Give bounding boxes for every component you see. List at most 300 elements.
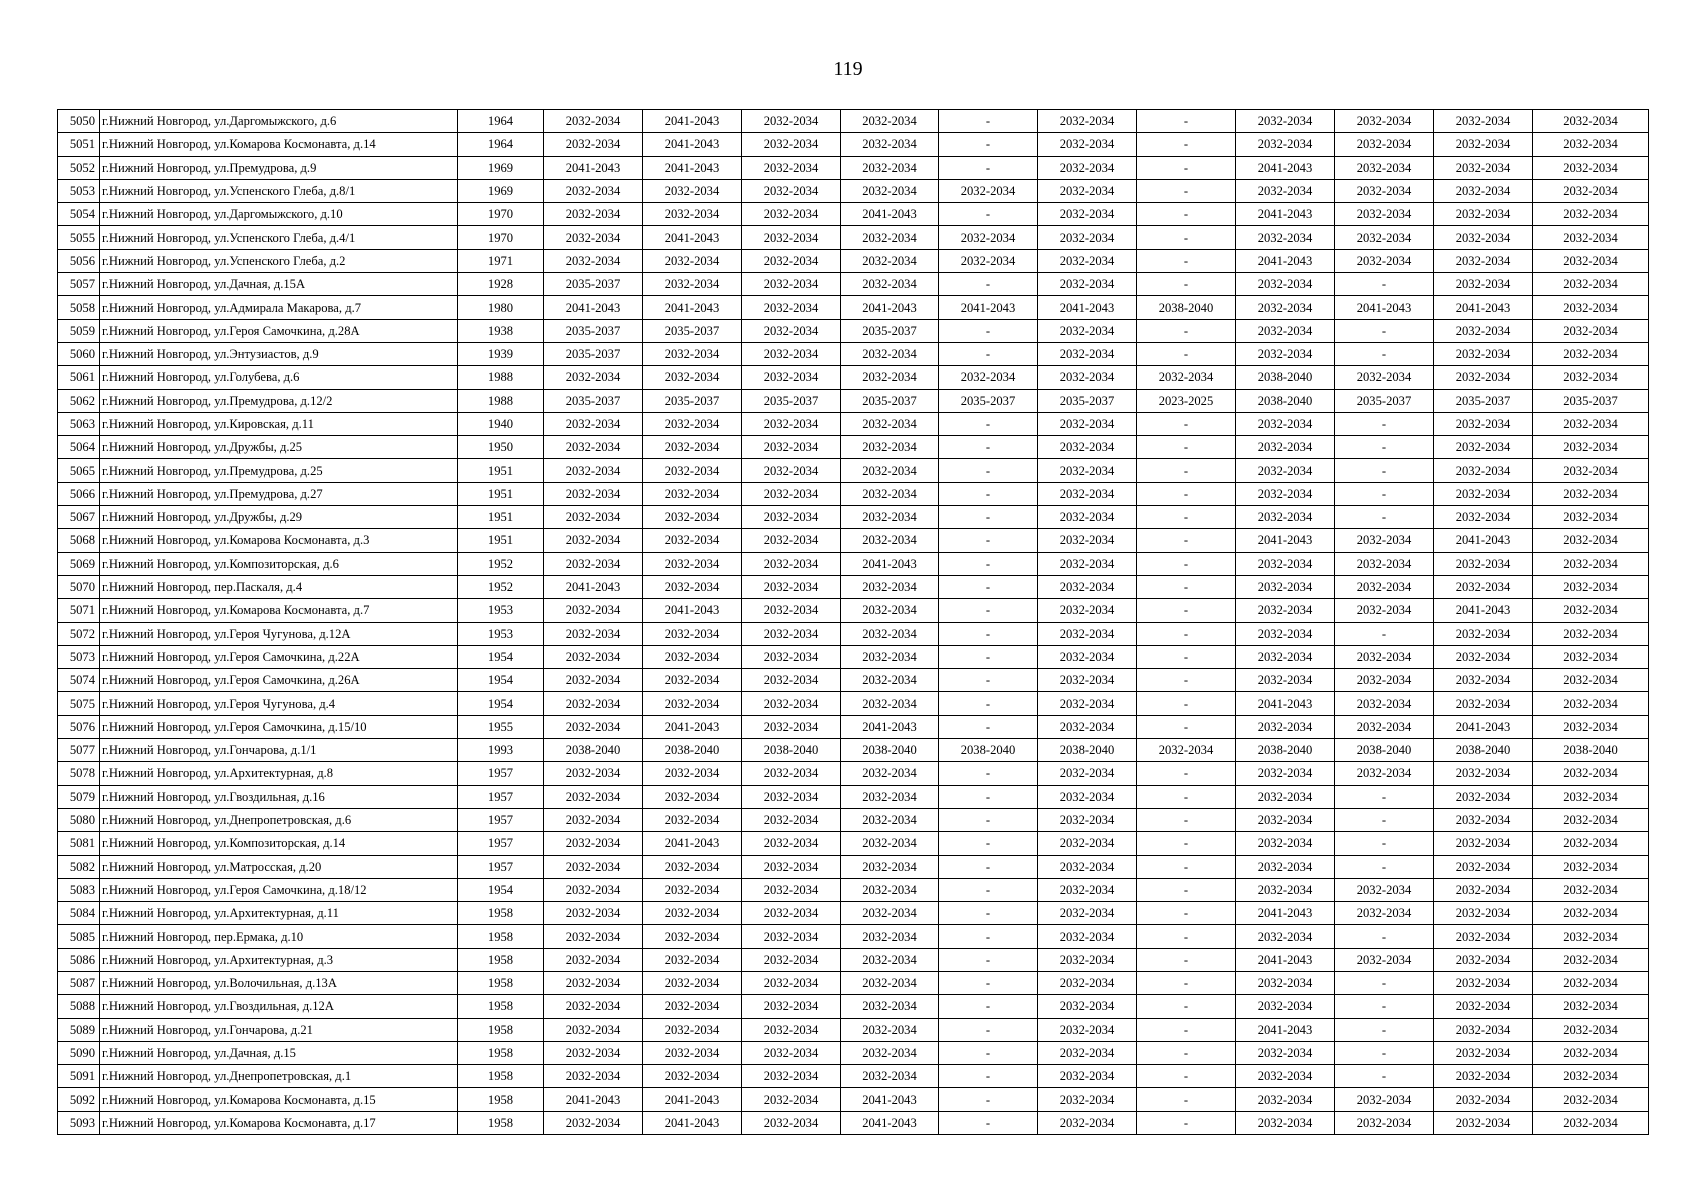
period-cell: 2032-2034 <box>841 785 939 808</box>
period-cell: 2032-2034 <box>742 599 841 622</box>
period-cell: 2041-2043 <box>841 296 939 319</box>
period-cell: 2032-2034 <box>742 249 841 272</box>
period-cell: - <box>1335 855 1434 878</box>
period-cell: - <box>1137 948 1236 971</box>
period-cell: 2032-2034 <box>544 179 643 202</box>
period-cell: 2041-2043 <box>1236 902 1335 925</box>
period-cell: 2032-2034 <box>643 808 742 831</box>
period-cell: - <box>1137 156 1236 179</box>
table-row <box>58 995 1649 1018</box>
period-cell: 2041-2043 <box>1236 948 1335 971</box>
period-cell: 2035-2037 <box>1038 389 1137 412</box>
table-row <box>58 110 1649 133</box>
period-cell: 2032-2034 <box>841 622 939 645</box>
table-row <box>58 1018 1649 1041</box>
year-cell: 1952 <box>458 575 544 598</box>
period-cell: 2032-2034 <box>544 436 643 459</box>
period-cell: 2032-2034 <box>1533 1065 1649 1088</box>
period-cell: 2032-2034 <box>1434 273 1533 296</box>
period-cell: 2032-2034 <box>841 995 939 1018</box>
table-row <box>58 925 1649 948</box>
table-row <box>58 1088 1649 1111</box>
period-cell: 2032-2034 <box>544 1065 643 1088</box>
year-cell: 1940 <box>458 412 544 435</box>
table-row <box>58 948 1649 971</box>
period-cell: 2032-2034 <box>1533 785 1649 808</box>
period-cell: 2041-2043 <box>1038 296 1137 319</box>
period-cell: 2032-2034 <box>1533 506 1649 529</box>
period-cell: - <box>1137 552 1236 575</box>
period-cell: 2041-2043 <box>643 599 742 622</box>
period-cell: 2032-2034 <box>742 808 841 831</box>
period-cell: 2032-2034 <box>742 110 841 133</box>
row-number-cell: 5074 <box>58 669 100 692</box>
year-cell: 1957 <box>458 785 544 808</box>
table-row <box>58 622 1649 645</box>
period-cell: - <box>939 785 1038 808</box>
period-cell: 2032-2034 <box>742 971 841 994</box>
period-cell: 2032-2034 <box>1038 645 1137 668</box>
period-cell: 2032-2034 <box>643 902 742 925</box>
period-cell: - <box>1137 995 1236 1018</box>
period-cell: - <box>1137 1041 1236 1064</box>
period-cell: 2038-2040 <box>742 739 841 762</box>
year-cell: 1955 <box>458 715 544 738</box>
period-cell: 2032-2034 <box>544 203 643 226</box>
address-cell: г.Нижний Новгород, ул.Героя Самочкина, д.28А <box>100 319 458 342</box>
period-cell: - <box>1137 785 1236 808</box>
period-cell: 2032-2034 <box>1236 599 1335 622</box>
row-number-cell: 5076 <box>58 715 100 738</box>
period-cell: 2032-2034 <box>742 1088 841 1111</box>
row-number-cell: 5055 <box>58 226 100 249</box>
period-cell: 2032-2034 <box>544 459 643 482</box>
row-number-cell: 5050 <box>58 110 100 133</box>
period-cell: 2041-2043 <box>841 1088 939 1111</box>
period-cell: 2032-2034 <box>1533 319 1649 342</box>
period-cell: 2032-2034 <box>939 226 1038 249</box>
period-cell: 2032-2034 <box>1038 878 1137 901</box>
period-cell: 2032-2034 <box>742 669 841 692</box>
period-cell: 2032-2034 <box>742 482 841 505</box>
period-cell: - <box>939 832 1038 855</box>
year-cell: 1954 <box>458 645 544 668</box>
period-cell: 2041-2043 <box>544 575 643 598</box>
period-cell: 2041-2043 <box>1236 529 1335 552</box>
period-cell: 2032-2034 <box>1236 179 1335 202</box>
period-cell: 2032-2034 <box>1236 878 1335 901</box>
period-cell: 2032-2034 <box>841 156 939 179</box>
period-cell: 2032-2034 <box>742 785 841 808</box>
period-cell: 2032-2034 <box>1434 808 1533 831</box>
period-cell: - <box>1137 622 1236 645</box>
period-cell: 2032-2034 <box>841 971 939 994</box>
period-cell: 2032-2034 <box>1335 599 1434 622</box>
period-cell: 2032-2034 <box>1038 902 1137 925</box>
period-cell: 2032-2034 <box>841 692 939 715</box>
address-cell: г.Нижний Новгород, ул.Успенского Глеба, д.4/1 <box>100 226 458 249</box>
period-cell: 2032-2034 <box>1236 715 1335 738</box>
period-cell: - <box>939 506 1038 529</box>
period-cell: - <box>939 995 1038 1018</box>
period-cell: 2032-2034 <box>742 552 841 575</box>
period-cell: 2041-2043 <box>1236 156 1335 179</box>
period-cell: 2041-2043 <box>1335 296 1434 319</box>
period-cell: 2032-2034 <box>841 902 939 925</box>
table-row <box>58 692 1649 715</box>
address-cell: г.Нижний Новгород, пер.Ермака, д.10 <box>100 925 458 948</box>
period-cell: 2032-2034 <box>1434 575 1533 598</box>
period-cell: 2032-2034 <box>742 948 841 971</box>
period-cell: 2032-2034 <box>742 366 841 389</box>
period-cell: 2032-2034 <box>742 855 841 878</box>
page-number: 119 <box>833 58 863 80</box>
period-cell: - <box>1137 762 1236 785</box>
period-cell: 2041-2043 <box>1434 529 1533 552</box>
period-cell: 2032-2034 <box>841 110 939 133</box>
period-cell: - <box>1137 459 1236 482</box>
period-cell: 2032-2034 <box>1038 808 1137 831</box>
period-cell: 2032-2034 <box>1038 669 1137 692</box>
period-cell: 2032-2034 <box>742 436 841 459</box>
period-cell: 2032-2034 <box>1038 692 1137 715</box>
period-cell: - <box>1137 855 1236 878</box>
period-cell: 2032-2034 <box>742 762 841 785</box>
period-cell: 2032-2034 <box>544 715 643 738</box>
period-cell: 2041-2043 <box>939 296 1038 319</box>
period-cell: 2032-2034 <box>1236 133 1335 156</box>
table-row <box>58 296 1649 319</box>
table-row <box>58 902 1649 925</box>
period-cell: - <box>1137 1111 1236 1134</box>
table-row <box>58 506 1649 529</box>
year-cell: 1988 <box>458 366 544 389</box>
period-cell: 2032-2034 <box>544 529 643 552</box>
period-cell: 2032-2034 <box>841 1065 939 1088</box>
period-cell: 2032-2034 <box>643 552 742 575</box>
period-cell: - <box>939 412 1038 435</box>
period-cell: 2032-2034 <box>1335 203 1434 226</box>
address-cell: г.Нижний Новгород, ул.Архитектурная, д.8 <box>100 762 458 785</box>
period-cell: 2032-2034 <box>1434 925 1533 948</box>
period-cell: 2032-2034 <box>841 762 939 785</box>
period-cell: 2032-2034 <box>1038 529 1137 552</box>
period-cell: 2032-2034 <box>1434 133 1533 156</box>
period-cell: - <box>939 808 1038 831</box>
period-cell: - <box>1137 412 1236 435</box>
address-cell: г.Нижний Новгород, ул.Дачная, д.15 <box>100 1041 458 1064</box>
row-number-cell: 5067 <box>58 506 100 529</box>
period-cell: 2032-2034 <box>544 762 643 785</box>
period-cell: 2041-2043 <box>1236 249 1335 272</box>
period-cell: - <box>939 482 1038 505</box>
row-number-cell: 5075 <box>58 692 100 715</box>
period-cell: 2032-2034 <box>1434 319 1533 342</box>
period-cell: 2023-2025 <box>1137 389 1236 412</box>
period-cell: 2032-2034 <box>1137 739 1236 762</box>
period-cell: 2032-2034 <box>1236 552 1335 575</box>
period-cell: 2032-2034 <box>1038 412 1137 435</box>
period-cell: 2032-2034 <box>1533 575 1649 598</box>
row-number-cell: 5073 <box>58 645 100 668</box>
period-cell: 2032-2034 <box>1335 645 1434 668</box>
period-cell: 2032-2034 <box>1533 459 1649 482</box>
period-cell: - <box>1335 412 1434 435</box>
address-cell: г.Нижний Новгород, ул.Героя Чугунова, д.4 <box>100 692 458 715</box>
year-cell: 1969 <box>458 156 544 179</box>
year-cell: 1970 <box>458 226 544 249</box>
period-cell: - <box>939 319 1038 342</box>
row-number-cell: 5052 <box>58 156 100 179</box>
row-number-cell: 5079 <box>58 785 100 808</box>
row-number-cell: 5087 <box>58 971 100 994</box>
period-cell: 2032-2034 <box>1434 1111 1533 1134</box>
year-cell: 1958 <box>458 1041 544 1064</box>
row-number-cell: 5054 <box>58 203 100 226</box>
table-row <box>58 412 1649 435</box>
period-cell: 2032-2034 <box>1533 971 1649 994</box>
period-cell: 2032-2034 <box>1038 1111 1137 1134</box>
period-cell: 2032-2034 <box>643 1065 742 1088</box>
period-cell: 2032-2034 <box>1335 179 1434 202</box>
address-cell: г.Нижний Новгород, ул.Голубева, д.6 <box>100 366 458 389</box>
period-cell: - <box>939 1041 1038 1064</box>
period-cell: 2032-2034 <box>1434 948 1533 971</box>
period-cell: 2032-2034 <box>544 506 643 529</box>
period-cell: 2035-2037 <box>841 319 939 342</box>
table-row <box>58 529 1649 552</box>
period-cell: 2035-2037 <box>544 389 643 412</box>
period-cell: 2032-2034 <box>1434 692 1533 715</box>
period-cell: - <box>1335 1041 1434 1064</box>
table-row <box>58 1065 1649 1088</box>
period-cell: 2038-2040 <box>1533 739 1649 762</box>
table-row <box>58 762 1649 785</box>
period-cell: 2032-2034 <box>1038 855 1137 878</box>
table-body <box>58 110 1649 1135</box>
period-cell: 2032-2034 <box>841 832 939 855</box>
period-cell: 2032-2034 <box>742 1111 841 1134</box>
row-number-cell: 5071 <box>58 599 100 622</box>
period-cell: 2032-2034 <box>742 226 841 249</box>
address-cell: г.Нижний Новгород, ул.Премудрова, д.25 <box>100 459 458 482</box>
period-cell: 2041-2043 <box>1434 599 1533 622</box>
period-cell: 2032-2034 <box>841 855 939 878</box>
period-cell: 2032-2034 <box>742 878 841 901</box>
period-cell: - <box>1137 971 1236 994</box>
period-cell: 2032-2034 <box>841 575 939 598</box>
year-cell: 1952 <box>458 552 544 575</box>
period-cell: - <box>939 133 1038 156</box>
address-cell: г.Нижний Новгород, ул.Архитектурная, д.11 <box>100 902 458 925</box>
period-cell: 2032-2034 <box>742 715 841 738</box>
row-number-cell: 5070 <box>58 575 100 598</box>
period-cell: 2032-2034 <box>1335 366 1434 389</box>
period-cell: 2032-2034 <box>841 1018 939 1041</box>
period-cell: 2032-2034 <box>1434 762 1533 785</box>
year-cell: 1953 <box>458 622 544 645</box>
period-cell: - <box>1335 995 1434 1018</box>
period-cell: 2032-2034 <box>1236 925 1335 948</box>
period-cell: 2032-2034 <box>1533 482 1649 505</box>
period-cell: 2032-2034 <box>1236 342 1335 365</box>
period-cell: 2032-2034 <box>544 878 643 901</box>
year-cell: 1951 <box>458 459 544 482</box>
row-number-cell: 5066 <box>58 482 100 505</box>
period-cell: 2032-2034 <box>1038 575 1137 598</box>
period-cell: - <box>1137 179 1236 202</box>
row-number-cell: 5081 <box>58 832 100 855</box>
period-cell: 2032-2034 <box>841 808 939 831</box>
period-cell: 2038-2040 <box>1236 366 1335 389</box>
period-cell: 2032-2034 <box>1335 552 1434 575</box>
period-cell: - <box>939 342 1038 365</box>
period-cell: 2032-2034 <box>643 948 742 971</box>
period-cell: - <box>1335 808 1434 831</box>
period-cell: - <box>1137 203 1236 226</box>
year-cell: 1971 <box>458 249 544 272</box>
period-cell: 2032-2034 <box>1038 948 1137 971</box>
period-cell: 2032-2034 <box>1236 1041 1335 1064</box>
period-cell: 2032-2034 <box>841 506 939 529</box>
period-cell: 2032-2034 <box>544 110 643 133</box>
period-cell: 2032-2034 <box>643 878 742 901</box>
table-row <box>58 855 1649 878</box>
period-cell: 2032-2034 <box>1533 832 1649 855</box>
address-cell: г.Нижний Новгород, пер.Паскаля, д.4 <box>100 575 458 598</box>
period-cell: 2032-2034 <box>1533 995 1649 1018</box>
table-row <box>58 156 1649 179</box>
period-cell: 2032-2034 <box>742 1065 841 1088</box>
period-cell: - <box>939 925 1038 948</box>
period-cell: 2032-2034 <box>1236 1111 1335 1134</box>
period-cell: 2032-2034 <box>1434 179 1533 202</box>
period-cell: 2032-2034 <box>1038 179 1137 202</box>
period-cell: 2032-2034 <box>1434 203 1533 226</box>
period-cell: 2032-2034 <box>544 971 643 994</box>
year-cell: 1958 <box>458 925 544 948</box>
table-row <box>58 389 1649 412</box>
period-cell: 2032-2034 <box>1236 762 1335 785</box>
period-cell: 2032-2034 <box>1533 902 1649 925</box>
period-cell: 2032-2034 <box>1038 785 1137 808</box>
period-cell: 2041-2043 <box>841 1111 939 1134</box>
period-cell: - <box>939 273 1038 296</box>
period-cell: 2035-2037 <box>841 389 939 412</box>
period-cell: - <box>1137 1088 1236 1111</box>
period-cell: 2032-2034 <box>1533 436 1649 459</box>
table-row <box>58 878 1649 901</box>
address-cell: г.Нижний Новгород, ул.Кировская, д.11 <box>100 412 458 435</box>
period-cell: 2032-2034 <box>1533 110 1649 133</box>
period-cell: 2032-2034 <box>742 925 841 948</box>
period-cell: 2032-2034 <box>841 878 939 901</box>
period-cell: 2032-2034 <box>643 459 742 482</box>
row-number-cell: 5065 <box>58 459 100 482</box>
period-cell: - <box>1335 319 1434 342</box>
period-cell: 2035-2037 <box>1434 389 1533 412</box>
period-cell: 2032-2034 <box>1038 342 1137 365</box>
address-cell: г.Нижний Новгород, ул.Успенского Глеба, д.2 <box>100 249 458 272</box>
period-cell: 2032-2034 <box>841 273 939 296</box>
table-row <box>58 482 1649 505</box>
period-cell: - <box>939 622 1038 645</box>
period-cell: - <box>1335 1065 1434 1088</box>
period-cell: 2032-2034 <box>742 645 841 668</box>
period-cell: - <box>939 552 1038 575</box>
year-cell: 1954 <box>458 878 544 901</box>
period-cell: - <box>1137 599 1236 622</box>
period-cell: 2032-2034 <box>643 482 742 505</box>
year-cell: 1993 <box>458 739 544 762</box>
year-cell: 1953 <box>458 599 544 622</box>
period-cell: 2032-2034 <box>1434 1018 1533 1041</box>
period-cell: 2032-2034 <box>742 133 841 156</box>
year-cell: 1958 <box>458 971 544 994</box>
period-cell: 2032-2034 <box>1236 459 1335 482</box>
period-cell: 2032-2034 <box>544 412 643 435</box>
period-cell: 2032-2034 <box>643 575 742 598</box>
year-cell: 1928 <box>458 273 544 296</box>
period-cell: 2032-2034 <box>544 1018 643 1041</box>
period-cell: 2032-2034 <box>1533 133 1649 156</box>
period-cell: 2032-2034 <box>1335 226 1434 249</box>
year-cell: 1957 <box>458 808 544 831</box>
period-cell: 2032-2034 <box>643 366 742 389</box>
year-cell: 1964 <box>458 110 544 133</box>
period-cell: 2038-2040 <box>1434 739 1533 762</box>
table-row <box>58 1111 1649 1134</box>
table-row <box>58 273 1649 296</box>
period-cell: - <box>939 645 1038 668</box>
period-cell: 2035-2037 <box>544 319 643 342</box>
year-cell: 1958 <box>458 1111 544 1134</box>
year-cell: 1958 <box>458 1065 544 1088</box>
period-cell: 2032-2034 <box>841 1041 939 1064</box>
period-cell: 2035-2037 <box>643 319 742 342</box>
year-cell: 1958 <box>458 948 544 971</box>
period-cell: 2038-2040 <box>841 739 939 762</box>
period-cell: 2032-2034 <box>742 622 841 645</box>
period-cell: 2032-2034 <box>841 249 939 272</box>
period-cell: 2032-2034 <box>1236 273 1335 296</box>
period-cell: - <box>939 669 1038 692</box>
period-cell: 2032-2034 <box>643 645 742 668</box>
address-cell: г.Нижний Новгород, ул.Комарова Космонавта, д.3 <box>100 529 458 552</box>
period-cell: 2032-2034 <box>1434 552 1533 575</box>
period-cell: 2032-2034 <box>1533 808 1649 831</box>
year-cell: 1951 <box>458 482 544 505</box>
period-cell: - <box>939 762 1038 785</box>
period-cell: 2032-2034 <box>544 249 643 272</box>
period-cell: - <box>1335 785 1434 808</box>
row-number-cell: 5093 <box>58 1111 100 1134</box>
period-cell: 2032-2034 <box>1533 925 1649 948</box>
period-cell: 2032-2034 <box>1434 226 1533 249</box>
row-number-cell: 5060 <box>58 342 100 365</box>
period-cell: 2032-2034 <box>1533 273 1649 296</box>
period-cell: 2032-2034 <box>1335 156 1434 179</box>
period-cell: 2032-2034 <box>841 645 939 668</box>
period-cell: 2041-2043 <box>1236 692 1335 715</box>
period-cell: 2032-2034 <box>1533 948 1649 971</box>
address-cell: г.Нижний Новгород, ул.Гончарова, д.1/1 <box>100 739 458 762</box>
period-cell: 2032-2034 <box>1038 482 1137 505</box>
period-cell: 2032-2034 <box>1533 715 1649 738</box>
address-cell: г.Нижний Новгород, ул.Дружбы, д.29 <box>100 506 458 529</box>
period-cell: 2041-2043 <box>643 156 742 179</box>
period-cell: 2032-2034 <box>1038 226 1137 249</box>
